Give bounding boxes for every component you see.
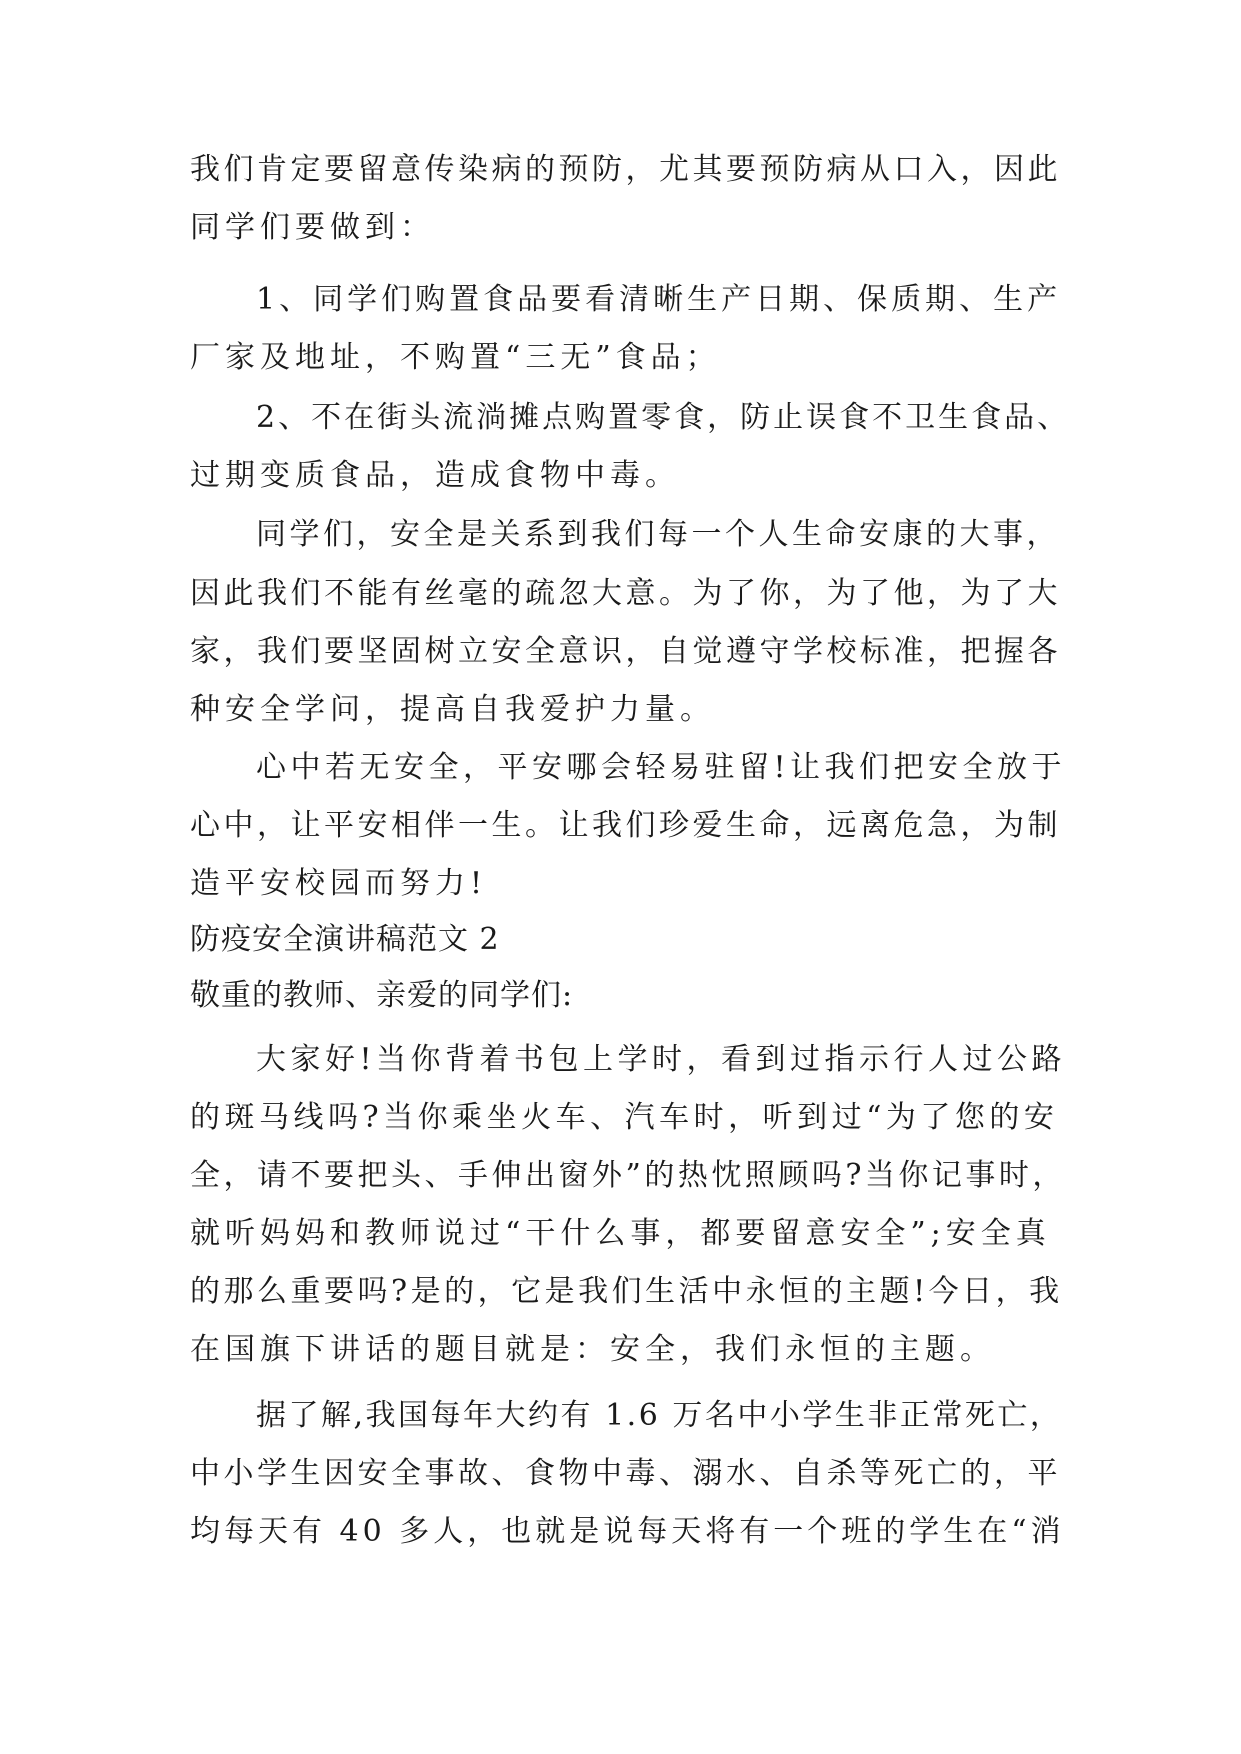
text-line: 全，请不要把头、手伸出窗外”的热忱照顾吗?当你记事时， (190, 1158, 1066, 1193)
paragraph-start: 大家好!当你背着书包上学时，看到过指示行人过公路 (256, 1042, 1067, 1077)
paragraph-start: 据了解,我国每年大约有 1.6 万名中小学生非正常死亡， (256, 1398, 1063, 1433)
text-line: 均每天有 40 多人，也就是说每天将有一个班的学生在“消 (190, 1514, 1065, 1549)
paragraph-start: 同学们，安全是关系到我们每一个人生命安康的大事， (256, 517, 1060, 552)
list-item-1: 1、同学们购置食品要看清晰生产日期、保质期、生产 (256, 282, 1062, 317)
text-line: 中小学生因安全事故、食物中毒、溺水、自杀等死亡的，平 (190, 1456, 1061, 1491)
text-line: 因此我们不能有丝毫的疏忽大意。为了你，为了他，为了大 (190, 576, 1061, 611)
text-line: 在国旗下讲话的题目就是：安全，我们永恒的主题。 (190, 1332, 995, 1367)
text-line: 造平安校园而努力! (190, 866, 488, 901)
text-line: 我们肯定要留意传染病的预防，尤其要预防病从口入，因此 (190, 152, 1061, 187)
text-line: 家，我们要坚固树立安全意识，自觉遵守学校标准，把握各 (190, 634, 1061, 669)
text-line: 就听妈妈和教师说过“干什么事，都要留意安全”;安全真 (190, 1216, 1051, 1251)
text-line: 过期变质食品，造成食物中毒。 (190, 458, 680, 493)
paragraph-start: 心中若无安全，平安哪会轻易驻留!让我们把安全放于 (256, 750, 1067, 785)
text-line: 的那么重要吗?是的，它是我们生活中永恒的主题!今日，我 (190, 1274, 1063, 1309)
text-line: 同学们要做到： (190, 210, 435, 245)
list-item-2: 2、不在街头流淌摊点购置零食，防止误食不卫生食品、 (256, 400, 1071, 435)
text-line: 厂家及地址，不购置“三无”食品； (190, 340, 721, 375)
section-heading: 防疫安全演讲稿范文 2 (190, 922, 500, 957)
text-line: 的斑马线吗?当你乘坐火车、汽车时，听到过“为了您的安 (190, 1100, 1059, 1135)
text-line: 心中，让平安相伴一生。让我们珍爱生命，远离危急，为制 (190, 808, 1061, 843)
salutation: 敬重的教师、亲爱的同学们: (190, 978, 574, 1013)
text-line: 种安全学问，提高自我爱护力量。 (190, 692, 715, 727)
